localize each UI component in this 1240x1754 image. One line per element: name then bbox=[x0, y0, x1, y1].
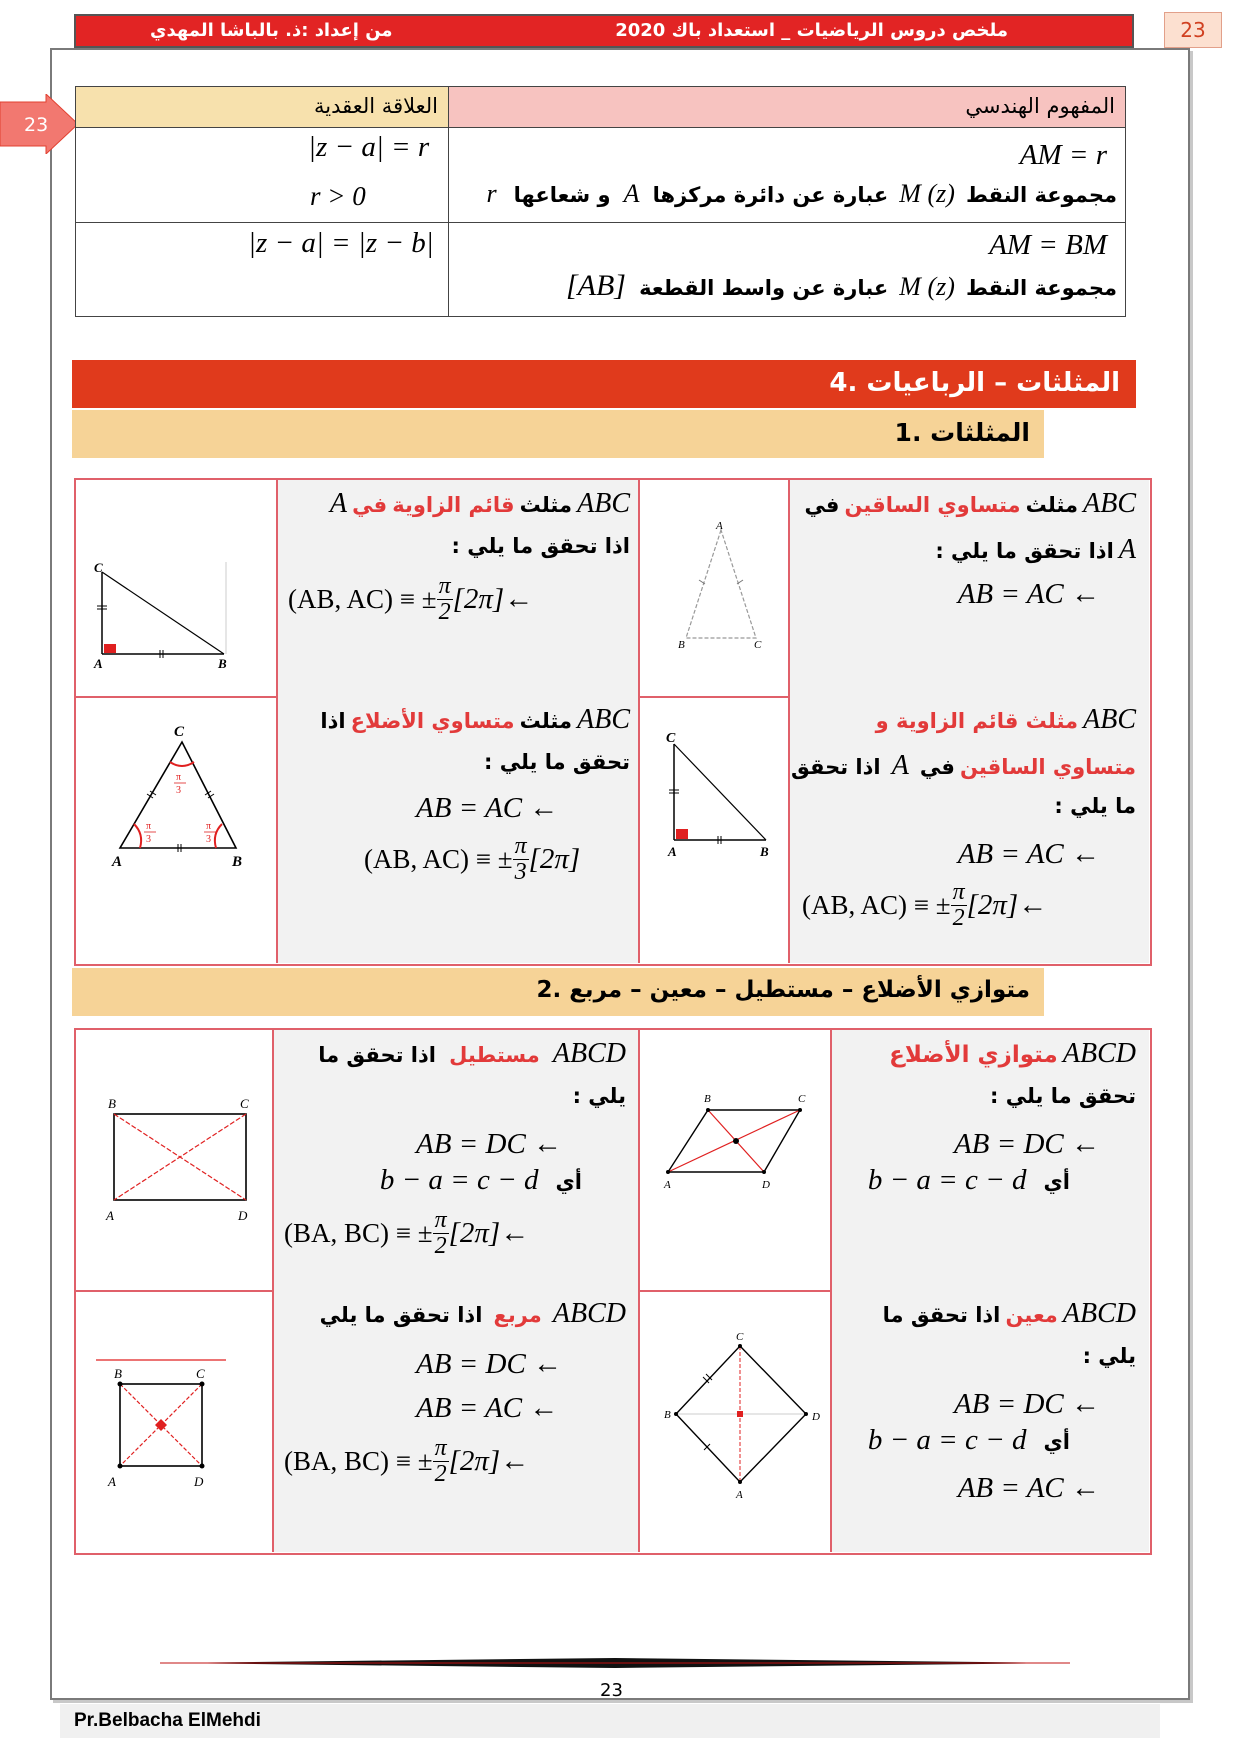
rhombus-def: ABCD معين اذا تحقق ما bbox=[882, 1298, 1136, 1329]
col-head-geometric-label: المفهوم الهندسي bbox=[965, 94, 1115, 118]
angle-three-top: 3 bbox=[176, 785, 181, 796]
equilateral-figure bbox=[90, 720, 270, 880]
isosceles-triangle-figure bbox=[666, 520, 776, 650]
rhombus-eq1: AB = DC ← bbox=[953, 1388, 1100, 1420]
geo-formula-bisector: AM = BM bbox=[989, 229, 1107, 261]
rhombus-eq3: AB = AC ← bbox=[957, 1472, 1100, 1504]
subsection-triangles bbox=[72, 410, 1044, 458]
label-B: B bbox=[678, 639, 685, 650]
rectangle-def: ABCD مستطيل اذا تحقق ما bbox=[318, 1038, 626, 1069]
label-B: B bbox=[232, 854, 243, 870]
relations-table bbox=[75, 86, 1126, 317]
section-title: 4. المثلثات – الرباعيات bbox=[829, 368, 1120, 398]
label-A: A bbox=[108, 1474, 116, 1489]
section-header bbox=[72, 360, 1136, 408]
label-B: B bbox=[760, 844, 769, 859]
square-eq2: AB = AC ← bbox=[416, 1392, 559, 1424]
isosceles-eq1: AB = AC ← bbox=[957, 578, 1100, 610]
right-isosceles-eq1: AB = AC ← bbox=[957, 838, 1100, 870]
right-triangle-def: ABC مثلث قائم الزاوية في A bbox=[329, 488, 630, 519]
label-C: C bbox=[754, 639, 762, 650]
label-C: C bbox=[240, 1096, 249, 1111]
col-head-algebraic bbox=[76, 87, 448, 127]
label-A: A bbox=[112, 854, 123, 870]
rectangle-figure bbox=[92, 1096, 262, 1226]
geo-text-bisector: مجموعة النقط M (z) عبارة عن واسط القطعة [AB] bbox=[565, 269, 1117, 302]
subsection-triangles-title: 1. المثلثات bbox=[894, 418, 1030, 447]
label-D: D bbox=[812, 1411, 820, 1423]
col-head-algebraic-label: العلاقة العقدية bbox=[314, 94, 438, 118]
angle-pi-right: π bbox=[206, 821, 212, 832]
page-number-badge: 23 bbox=[1164, 12, 1222, 48]
rectangle-angle-eq: (BA, BC) ≡ ± $\frac{\pi}{2}$ [2π]← bbox=[284, 1207, 530, 1260]
alg-formula-circle: |z − a| = r bbox=[308, 131, 430, 163]
label-C: C bbox=[196, 1366, 205, 1381]
side-tab-label: 23 bbox=[24, 114, 49, 136]
label-A: A bbox=[716, 520, 723, 532]
square-eq1: AB = DC ← bbox=[416, 1348, 563, 1380]
label-B: B bbox=[704, 1093, 711, 1105]
label-D: D bbox=[194, 1474, 204, 1489]
square-angle-eq: (BA, BC) ≡ ± $\frac{\pi}{2}$ [2π]← bbox=[284, 1435, 530, 1488]
angle-pi-top: π bbox=[176, 772, 182, 783]
label-C: C bbox=[94, 560, 103, 575]
subsection-quads-title: 2. متوازي الأضلاع – مستطيل – معين – مربع bbox=[536, 977, 1030, 1003]
col-head-geometric bbox=[448, 87, 1125, 127]
geo-text-circle: مجموعة النقط M (z) عبارة عن دائرة مركزها A و شعاعها r bbox=[486, 179, 1117, 208]
equilateral-eq1: AB = AC ← bbox=[416, 792, 559, 824]
label-A: A bbox=[94, 656, 103, 670]
footer-author: Pr.Belbacha ElMehdi bbox=[74, 1710, 261, 1731]
alg-formula-bisector: |z − a| = |z − b| bbox=[248, 227, 434, 259]
header-author: من إعداد :ذ. بالباشا المهدي bbox=[150, 20, 393, 41]
square-def: ABCD مربع اذا تحقق ما يلي bbox=[319, 1298, 626, 1329]
equilateral-def: ABC مثلث متساوي الأضلاع اذا bbox=[320, 704, 630, 735]
quads-grid: ABCD متوازي الأضلاع تحقق ما يلي : AB = DC ← أي b − a = c − d B C A D ABCD مستطيل اذا تحقق ما يلي : AB = DC ← أي b − a = c − d (BA, BC) ≡ ± $\frac{\pi}{2}$ [2π]← B C A D ABCD معين اذا تحقق ما يلي : AB = DC ← أي b − a = c − d AB = AC ← C D A B ABCD مربع اذا تحقق ما يلي AB = DC ← AB = AC ← (BA, BC) ≡ ± $\frac{\pi}{2}$ [2π]← B C A D bbox=[74, 1028, 1152, 1555]
footer-page-number: 23 bbox=[600, 1680, 623, 1701]
label-D: D bbox=[238, 1208, 248, 1223]
right-isosceles-angle-eq: (AB, AC) ≡ ± $\frac{\pi}{2}$ [2π]← bbox=[802, 879, 1048, 932]
label-C: C bbox=[736, 1331, 744, 1343]
angle-three-left: 3 bbox=[146, 834, 151, 845]
parallelogram-eq1: AB = DC ← bbox=[953, 1128, 1100, 1160]
label-B: B bbox=[114, 1366, 122, 1381]
parallelogram-def: ABCD متوازي الأضلاع bbox=[889, 1038, 1136, 1069]
label-A: A bbox=[106, 1208, 114, 1223]
label-B: B bbox=[218, 656, 227, 670]
right-isosceles-figure bbox=[654, 730, 784, 860]
label-D: D bbox=[762, 1179, 770, 1191]
label-A: A bbox=[736, 1489, 743, 1501]
isosceles-def: ABC مثلث متساوي الساقين في bbox=[804, 488, 1136, 519]
side-page-tab bbox=[0, 94, 78, 154]
angle-pi-left: π bbox=[146, 821, 152, 832]
label-C: C bbox=[174, 724, 185, 740]
right-triangle-angle-eq: (AB, AC) ≡ ± $\frac{\pi}{2}$ [2π]← bbox=[288, 573, 534, 626]
parallelogram-figure bbox=[654, 1086, 830, 1216]
right-triangle-figure bbox=[86, 560, 266, 670]
equilateral-angle-eq: (AB, AC) ≡ ± $\frac{\pi}{3}$ [2π] bbox=[364, 833, 581, 886]
label-B: B bbox=[664, 1409, 671, 1421]
label-C: C bbox=[666, 731, 676, 746]
geo-formula-circle: AM = r bbox=[1019, 139, 1107, 171]
right-isosceles-def: ABC مثلث قائم الزاوية و bbox=[875, 704, 1136, 735]
footer-author-bar bbox=[60, 1704, 1160, 1738]
label-C: C bbox=[798, 1093, 806, 1105]
footer-divider bbox=[160, 1656, 1070, 1670]
alg-condition-r: r > 0 bbox=[310, 181, 366, 211]
angle-three-right: 3 bbox=[206, 834, 211, 845]
rhombus-figure bbox=[656, 1330, 826, 1530]
label-A: A bbox=[664, 1179, 671, 1191]
label-B: B bbox=[108, 1096, 116, 1111]
subsection-quads bbox=[72, 968, 1044, 1016]
rectangle-eq1: AB = DC ← bbox=[416, 1128, 563, 1160]
header-title: ملخص دروس الرياضيات _ استعداد باك 2020 bbox=[615, 20, 1008, 41]
square-figure bbox=[90, 1348, 270, 1518]
page-header bbox=[74, 14, 1134, 48]
label-A: A bbox=[668, 844, 677, 859]
triangles-grid: ABC مثلث متساوي الساقين في A اذا تحقق ما يلي : AB = AC ← A B C ABC مثلث قائم الزاوية في A اذا تحقق ما يلي : (AB, AC) ≡ ± $\frac{\pi}{2}$ [2π]← C A B ABC مثلث قائم الزاوية و متساوي الساقين في A اذا تحقق ما يلي : AB = AC ← (AB, AC) ≡ ± $\frac{\pi}{2}$ [2π]← C A B ABC مثلث متساوي الأضلاع اذا تحقق ما يلي : AB = AC ← (AB, AC) ≡ ± $\frac{\pi}{3}$ [2π] π 3 π 3 π 3 C A B bbox=[74, 478, 1152, 966]
